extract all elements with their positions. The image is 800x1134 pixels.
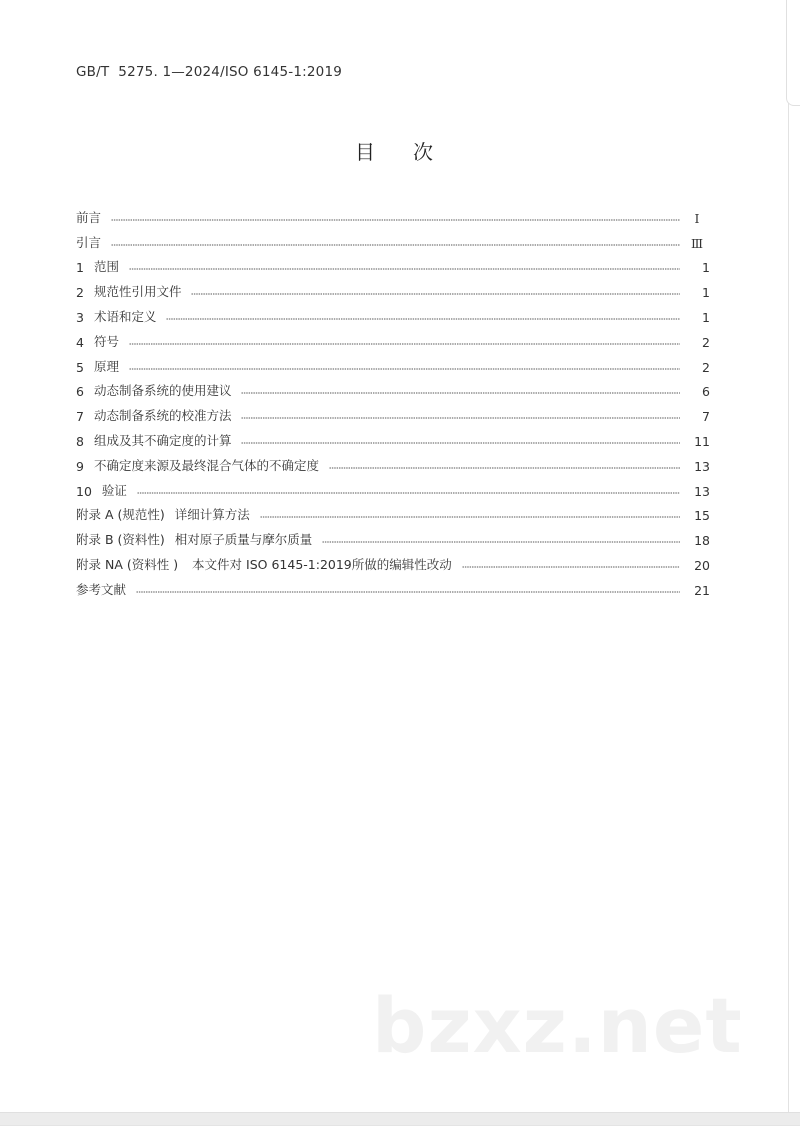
toc-entry-number: 1 [76, 260, 84, 276]
toc-leader-dots [111, 243, 680, 247]
toc-leader-dots [129, 367, 680, 371]
toc-title: 目次 [355, 140, 471, 164]
toc-entry-page: 1 [702, 260, 710, 276]
toc-entry-page: 2 [702, 359, 710, 375]
toc-entry-10[interactable] [76, 474, 710, 499]
page-separator [0, 1112, 800, 1126]
toc-entry-number: 6 [76, 384, 84, 400]
toc-entry-number: 附录 B (资料性) [76, 532, 165, 548]
toc-leader-dots [329, 466, 680, 470]
toc-entry-foreword[interactable] [76, 201, 710, 226]
toc-leader-dots [260, 515, 680, 519]
toc-entry-label: 相对原子质量与摩尔质量 [174, 532, 313, 548]
toc-entry-page: 13 [694, 483, 710, 499]
toc-entry-page: 20 [694, 557, 710, 573]
toc-leader-dots [129, 342, 680, 346]
toc-leader-dots [111, 218, 680, 222]
toc-entry-annex-a[interactable] [76, 499, 710, 524]
toc-entry-label: 原理 [93, 358, 119, 374]
toc-entry-number: 2 [76, 285, 84, 301]
toc-entry-number: 附录 A (规范性) [76, 507, 165, 523]
toc-leader-dots [241, 416, 680, 420]
toc-entry-6[interactable] [76, 375, 710, 400]
toc-entry-page: 7 [702, 409, 710, 425]
standard-code-header: GB/T 5275. 1—2024/ISO 6145-1:2019 [76, 64, 343, 80]
toc-leader-dots [322, 540, 680, 544]
watermark: bzxz.net [372, 981, 743, 1070]
toc-entry-label: 不确定度来源及最终混合气体的不确定度 [93, 457, 319, 473]
toc-entry-page: 1 [702, 309, 710, 325]
toc-leader-dots [191, 292, 680, 296]
toc-entry-page: 6 [702, 384, 710, 400]
toc-entry-label: 详细计算方法 [174, 507, 250, 523]
toc-entry-label: 规范性引用文件 [93, 284, 182, 300]
toc-entry-label: 范围 [93, 259, 119, 275]
toc-entry-annex-na[interactable] [76, 548, 710, 573]
toc-leader-dots [241, 391, 680, 395]
toc-entry-8[interactable] [76, 424, 710, 449]
toc-entry-number: 5 [76, 359, 84, 375]
toc-entry-label: 引言 [76, 234, 102, 250]
toc-entry-page: 2 [702, 334, 710, 350]
toc-entry-number: 9 [76, 458, 84, 474]
toc-entry-2[interactable] [76, 275, 710, 300]
toc-entry-introduction[interactable] [76, 226, 710, 251]
toc-entry-page: 11 [694, 433, 710, 449]
toc-entry-page: 1 [702, 285, 710, 301]
toc-entry-label: 验证 [101, 482, 127, 498]
toc-entry-7[interactable] [76, 399, 710, 424]
toc-entry-number: 3 [76, 309, 84, 325]
toc-entry-page: 18 [694, 533, 710, 549]
toc-entry-9[interactable] [76, 449, 710, 474]
scrollbar-thumb[interactable] [786, 0, 800, 106]
toc-entry-label: 组成及其不确定度的计算 [93, 432, 232, 448]
toc-entry-number: 8 [76, 433, 84, 449]
toc-entry-label: 动态制备系统的使用建议 [93, 383, 232, 399]
toc-entry-1[interactable] [76, 251, 710, 276]
toc-entry-page: 15 [694, 508, 710, 524]
toc-entry-number: 7 [76, 409, 84, 425]
toc-entry-page: I [694, 210, 700, 226]
toc-entry-bibliography[interactable] [76, 573, 710, 598]
toc-leader-dots [137, 491, 680, 495]
toc-entry-4[interactable] [76, 325, 710, 350]
toc-entry-annex-b[interactable] [76, 523, 710, 548]
toc-leader-dots [129, 267, 680, 271]
toc-entry-label: 术语和定义 [93, 308, 157, 324]
toc-entry-page: Ⅲ [690, 235, 704, 251]
toc-entry-3[interactable] [76, 300, 710, 325]
toc-entry-label: 动态制备系统的校准方法 [93, 408, 232, 424]
toc-entry-label: 参考文献 [76, 581, 127, 597]
toc-entry-page: 21 [694, 582, 710, 598]
toc-entry-number: 附录 NA (资料性 ) [76, 556, 179, 572]
toc-entry-5[interactable] [76, 350, 710, 375]
toc-entry-label: 前言 [76, 209, 102, 225]
toc-entry-label: 本文件对 ISO 6145-1:2019所做的编辑性改动 [188, 556, 452, 572]
toc-leader-dots [166, 317, 680, 321]
toc-leader-dots [136, 590, 680, 594]
table-of-contents [76, 201, 710, 598]
toc-entry-label: 符号 [93, 333, 119, 349]
toc-entry-page: 13 [694, 458, 710, 474]
toc-leader-dots [462, 565, 680, 569]
toc-entry-number: 4 [76, 334, 84, 350]
toc-leader-dots [241, 441, 680, 445]
toc-entry-number: 10 [76, 483, 92, 499]
